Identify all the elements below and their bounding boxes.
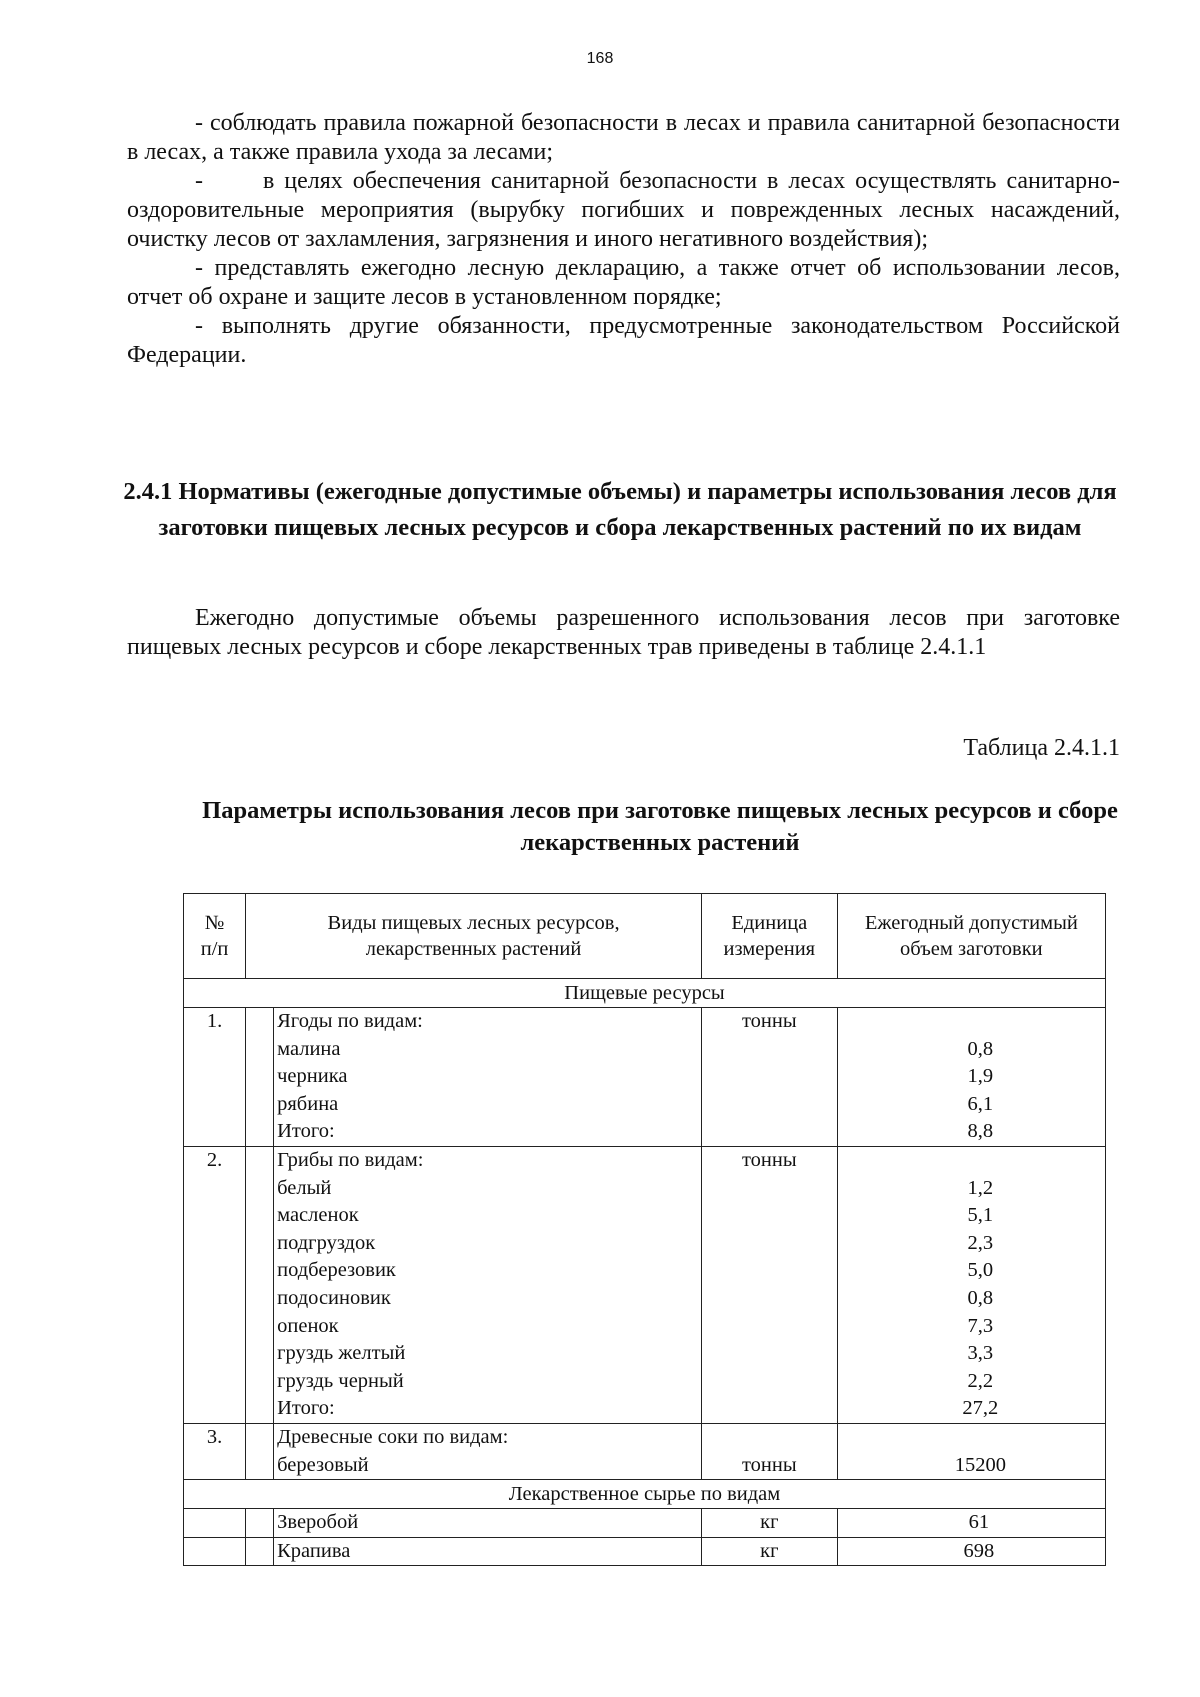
item-value: 2,3 — [967, 1231, 994, 1254]
item-value: 3,3 — [967, 1342, 994, 1365]
group-title: Грибы по видам: — [277, 1148, 424, 1171]
item-name: Итого: — [277, 1397, 335, 1420]
unit-cell: кг — [701, 1509, 837, 1538]
table-header-row — [184, 894, 1106, 979]
item-name: подосиновик — [277, 1286, 391, 1309]
item-value: 7,3 — [967, 1314, 994, 1337]
group-value-blank — [841, 1147, 1102, 1175]
row-num: 3. — [184, 1423, 246, 1479]
table-row — [184, 1146, 1106, 1423]
item-value: 2,2 — [967, 1369, 994, 1392]
header-value: Ежегодный допустимый объем заготовки — [837, 894, 1105, 979]
group-title: Ягоды по видам: — [277, 1010, 423, 1032]
spacer-cell — [246, 1509, 274, 1538]
table-reference: Таблица 2.4.1.1 — [963, 735, 1120, 761]
item-name: груздь черный — [277, 1369, 404, 1392]
med-section-row — [184, 1480, 1106, 1509]
item-name: рябина — [277, 1092, 339, 1115]
page-number: 168 — [586, 50, 614, 67]
group-title: Древесные соки по видам: — [277, 1425, 509, 1448]
parameters-table — [183, 893, 1106, 1566]
header-unit: Единица измерения — [701, 894, 837, 979]
item-names — [274, 1146, 702, 1423]
paragraph: - соблюдать правила пожарной безопасности в лесах и правила санитарной безопасности в лесах, а также правила ухода за лесами; — [127, 110, 1120, 165]
food-section-label: Пищевые ресурсы — [184, 979, 1106, 1008]
spacer-cell — [246, 1423, 274, 1479]
item-value: 15200 — [954, 1453, 1006, 1476]
paragraph: - в целях обеспечения санитарной безопасности в лесах осуществлять санитарно-оздоровительные мероприятия (вырубку погибших и поврежденных лесных насаждений, очистку лесов от захламления, загрязнения и иного негативного воздействия); — [127, 168, 1126, 252]
row-num-blank — [184, 1537, 246, 1566]
item-name: черника — [277, 1065, 348, 1088]
row-num: 2. — [184, 1146, 246, 1423]
item-value: 0,8 — [967, 1037, 994, 1060]
unit-cell: тонны — [701, 1008, 837, 1147]
table-row — [184, 1423, 1106, 1479]
item-name: Зверобой — [274, 1509, 702, 1538]
unit-cell: тонны — [701, 1146, 837, 1423]
spacer-cell — [246, 1008, 274, 1147]
item-value: 698 — [837, 1537, 1105, 1566]
table-row — [184, 1509, 1106, 1538]
item-value: 5,1 — [967, 1204, 994, 1227]
item-value: 61 — [837, 1509, 1105, 1538]
med-section-label: Лекарственное сырье по видам — [184, 1480, 1106, 1509]
obligations-list — [127, 109, 1126, 370]
item-value: 0,8 — [967, 1286, 994, 1309]
item-name: груздь желтый — [277, 1342, 406, 1365]
item-value: 1,2 — [967, 1176, 994, 1199]
unit-cell: кг — [701, 1537, 837, 1566]
item-names — [274, 1423, 702, 1479]
item-names — [274, 1008, 702, 1147]
item-name: Итого: — [277, 1120, 335, 1143]
item-name: малина — [277, 1037, 341, 1060]
item-name: опенок — [277, 1314, 339, 1337]
item-values — [837, 1008, 1105, 1147]
row-num: 1. — [184, 1008, 246, 1147]
unit-cell: тонны — [701, 1423, 837, 1479]
item-value: 5,0 — [967, 1259, 994, 1282]
item-name: Крапива — [274, 1537, 702, 1566]
paragraph: - представлять ежегодно лесную декларацию, а также отчет об использовании лесов, отчет об охране и защите лесов в установленном порядке; — [127, 255, 1120, 310]
row-num-blank — [184, 1509, 246, 1538]
food-section-row — [184, 979, 1106, 1008]
intro-paragraph: Ежегодно допустимые объемы разрешенного использования лесов при заготовке пищевых лесных ресурсов и сборе лекарственных трав приведены в таблице 2.4.1.1 — [127, 605, 1120, 660]
table-row — [184, 1008, 1106, 1147]
item-values — [837, 1423, 1105, 1479]
item-name: березовый — [277, 1453, 369, 1476]
item-values — [837, 1146, 1105, 1423]
paragraph: - выполнять другие обязанности, предусмотренные законодательством Российской Федерации. — [127, 313, 1120, 368]
group-value-blank — [841, 1008, 1102, 1036]
item-value: 27,2 — [962, 1397, 999, 1420]
table-title: Параметры использования лесов при заготовке пищевых лесных ресурсов и сборе лекарственных растений — [202, 797, 1118, 856]
header-name: Виды пищевых лесных ресурсов, лекарственных растений — [246, 894, 702, 979]
header-num: № п/п — [184, 894, 246, 979]
item-value: 6,1 — [967, 1092, 994, 1115]
item-name: подгруздок — [277, 1231, 376, 1254]
spacer-cell — [246, 1146, 274, 1423]
spacer-cell — [246, 1537, 274, 1566]
item-name: масленок — [277, 1204, 359, 1227]
item-name: белый — [277, 1176, 332, 1199]
item-value: 8,8 — [967, 1120, 994, 1143]
item-name: подберезовик — [277, 1259, 396, 1282]
item-value: 1,9 — [967, 1065, 994, 1088]
table-row — [184, 1537, 1106, 1566]
section-heading: 2.4.1 Нормативы (ежегодные допустимые объемы) и параметры использования лесов для заготовки пищевых лесных ресурсов и сбора лекарственных растений по их видам — [123, 478, 1117, 541]
